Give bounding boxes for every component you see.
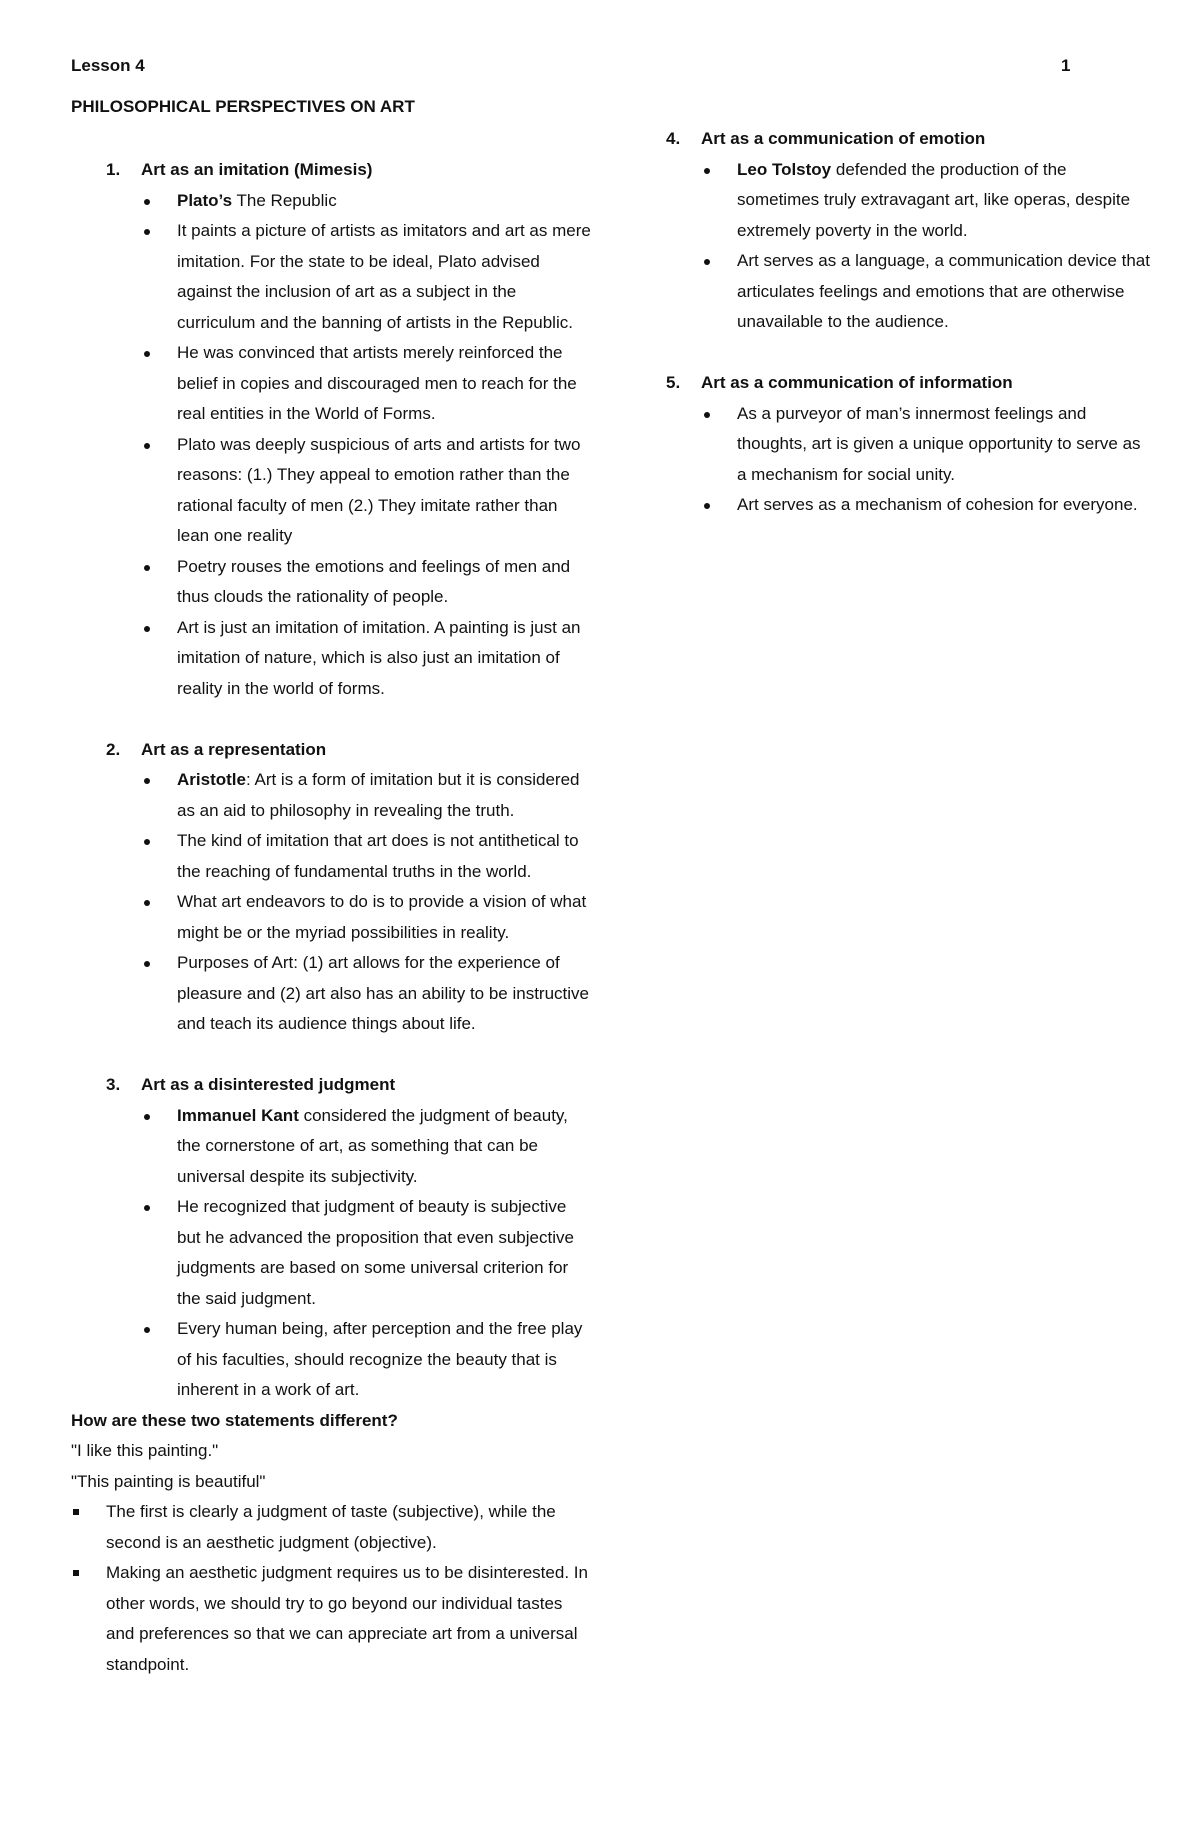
section-title: Art as an imitation (Mimesis): [141, 160, 373, 179]
bullet-text: Every human being, after perception and the free play of his faculties, should recognize the beauty that is inherent in a work of art.: [177, 1319, 583, 1399]
section-mimesis: [71, 155, 591, 704]
bullet-text: Art serves as a mechanism of cohesion for everyone.: [737, 495, 1138, 514]
section-heading: [71, 735, 591, 766]
bullet-text: As a purveyor of man’s innermost feelings and thoughts, art is given a unique opportunity to serve as a mechanism for social unity.: [737, 403, 1141, 484]
list-item: [71, 338, 591, 430]
list-item: [71, 552, 591, 613]
section-heading: [650, 368, 1150, 399]
list-item: [71, 1497, 591, 1558]
bullet-icon: [704, 412, 710, 418]
square-bullet-icon: [73, 1509, 79, 1515]
lesson-label: Lesson 4: [71, 56, 145, 75]
section-title: Art as a disinterested judgment: [141, 1075, 396, 1094]
quote-like: "I like this painting.": [71, 1441, 219, 1460]
bullet-icon: [144, 351, 150, 357]
bullet-text: : Art is a form of imitation but it is considered as an aid to philosophy in revealing the truth.: [177, 770, 580, 820]
left-column: [71, 155, 591, 1680]
list-item: [71, 1314, 591, 1406]
bullet-list: [650, 399, 1150, 521]
list-item: [71, 826, 591, 887]
list-item: [71, 430, 591, 552]
section-representation: [71, 735, 591, 1040]
section-heading: [71, 155, 591, 186]
section-title: Art as a communication of emotion: [701, 129, 986, 148]
bullet-text: Poetry rouses the emotions and feelings of men and thus clouds the rationality of people.: [177, 556, 571, 606]
bullet-icon: [144, 1205, 150, 1211]
bullet-text: Art is just an imitation of imitation. A painting is just an imitation of nature, which is also just an imitation of reality in the world of forms.: [177, 617, 581, 698]
bold-lead: Leo Tolstoy: [737, 159, 832, 179]
bullet-text: defended the production of the sometimes truly extravagant art, like operas, despite extremely poverty in the world.: [737, 159, 1131, 240]
list-item: [71, 613, 591, 705]
list-item: [71, 216, 591, 338]
section-heading: [71, 1070, 591, 1101]
bullet-list: [650, 155, 1150, 338]
bullet-text: Making an aesthetic judgment requires us to be disinterested. In other words, we should try to go beyond our individual tastes and preferences so that we can appreciate art from a universal standpoint.: [106, 1563, 588, 1674]
bullet-text: It paints a picture of artists as imitators and art as mere imitation. For the state to be ideal, Plato advised against the inclusion of art as a subject in the curriculum and the banning of artists in the Republic.: [177, 221, 591, 332]
bullet-icon: [144, 1327, 150, 1333]
list-item: [650, 490, 1150, 521]
list-item: [71, 186, 591, 217]
bullet-icon: [144, 443, 150, 449]
bullet-icon: [144, 900, 150, 906]
section-number: 3.: [106, 1075, 121, 1094]
bullet-icon: [144, 961, 150, 967]
section-number: 1.: [106, 160, 121, 179]
bullet-icon: [144, 1114, 150, 1120]
bullet-text: Purposes of Art: (1) art allows for the experience of pleasure and (2) art also has an ability to be instructive and teach its audience things about life.: [177, 953, 590, 1033]
list-item: [71, 948, 591, 1040]
bullet-text: What art endeavors to do is to provide a vision of what might be or the myriad possibilities in reality.: [177, 892, 587, 942]
section-number: 2.: [106, 739, 121, 759]
bold-lead: Plato’s: [177, 190, 233, 210]
bullet-text: He was convinced that artists merely reinforced the belief in copies and discouraged men to reach for the real entities in the World of Forms.: [177, 343, 577, 423]
bullet-text: Art serves as a language, a communication device that articulates feelings and emotions that are otherwise unavailable to the audience.: [737, 251, 1150, 331]
section-number: 4.: [666, 129, 681, 148]
bullet-text: The first is clearly a judgment of taste (subjective), while the second is an aesthetic judgment (objective).: [106, 1502, 556, 1552]
bold-lead: Aristotle: [177, 770, 246, 789]
bullet-icon: [144, 839, 150, 845]
bullet-text: Plato was deeply suspicious of arts and artists for two reasons: (1.) They appeal to emotion rather than the rational faculty of men (2.) They imitate rather than lean one reality: [177, 434, 581, 545]
question-heading: How are these two statements different?: [71, 1410, 398, 1430]
bullet-icon: [704, 503, 710, 509]
bullet-list: [71, 1101, 591, 1406]
section-disinterested-judgment: [71, 1070, 591, 1406]
bullet-icon: [144, 626, 150, 632]
bullet-icon: [704, 168, 710, 174]
list-item: [650, 399, 1150, 491]
section-number: 5.: [666, 373, 681, 392]
section-title: Art as a representation: [141, 739, 327, 759]
section-title: Art as a communication of information: [701, 373, 1013, 392]
bullet-icon: [144, 229, 150, 235]
square-bullet-icon: [73, 1570, 79, 1576]
bullet-list: [71, 765, 591, 1040]
bullet-text: The kind of imitation that art does is not antithetical to the reaching of fundamental truths in the world.: [177, 831, 579, 881]
list-item: [71, 765, 591, 826]
section-communication-information: [650, 368, 1150, 521]
right-column: [650, 124, 1150, 521]
list-item: [71, 887, 591, 948]
list-item: [71, 1558, 591, 1680]
list-item: [71, 1101, 591, 1193]
page-number: 1: [1061, 56, 1071, 75]
document-title: PHILOSOPHICAL PERSPECTIVES ON ART: [71, 97, 415, 116]
bullet-list: [71, 186, 591, 705]
list-item: [650, 246, 1150, 338]
list-item: [650, 155, 1150, 247]
bold-lead: Immanuel Kant: [177, 1105, 299, 1125]
list-item: [71, 1192, 591, 1314]
bullet-icon: [144, 565, 150, 571]
quote-beautiful: "This painting is beautiful": [71, 1471, 266, 1491]
square-bullet-list: [71, 1497, 591, 1680]
bullet-icon: [144, 199, 150, 205]
section-heading: [650, 124, 1150, 155]
bullet-text: He recognized that judgment of beauty is subjective but he advanced the proposition that even subjective judgments are based on some universal criterion for the said judgment.: [177, 1197, 574, 1308]
bullet-icon: [144, 778, 150, 784]
bullet-text: considered the judgment of beauty, the cornerstone of art, as something that can be universal despite its subjectivity.: [177, 1105, 568, 1186]
section-communication-emotion: [650, 124, 1150, 338]
bullet-text: The Republic: [232, 190, 337, 210]
bullet-icon: [704, 259, 710, 265]
